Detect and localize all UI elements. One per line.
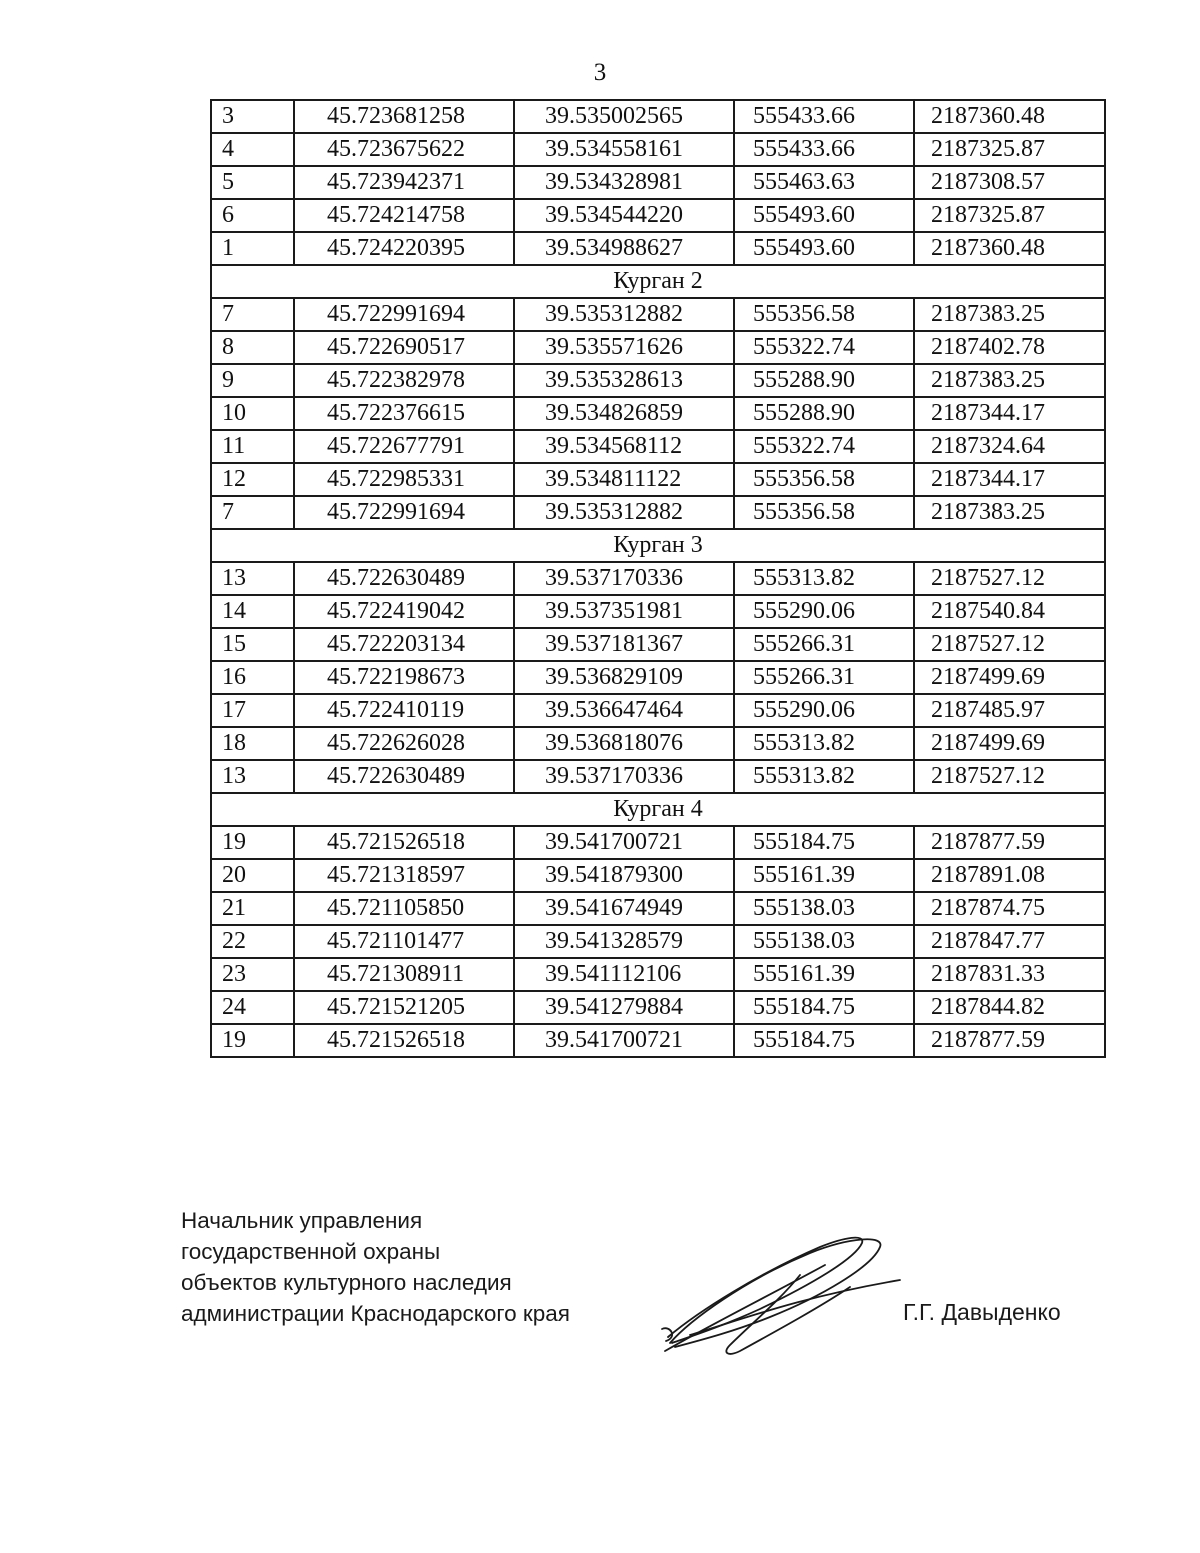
table-row (211, 595, 1105, 628)
longitude-cell: 39.541112106 (514, 958, 734, 991)
point-number-cell: 17 (211, 694, 294, 727)
y-coordinate-cell: 2187344.17 (914, 463, 1105, 496)
y-coordinate-cell: 2187402.78 (914, 331, 1105, 364)
table-row (211, 958, 1105, 991)
section-header-row (211, 265, 1105, 298)
x-coordinate-cell: 555161.39 (734, 958, 914, 991)
point-number-cell: 21 (211, 892, 294, 925)
y-coordinate-cell: 2187527.12 (914, 760, 1105, 793)
y-coordinate-cell: 2187344.17 (914, 397, 1105, 430)
latitude-cell: 45.722690517 (294, 331, 514, 364)
point-number-cell: 20 (211, 859, 294, 892)
y-coordinate-cell: 2187485.97 (914, 694, 1105, 727)
x-coordinate-cell: 555288.90 (734, 397, 914, 430)
latitude-cell: 45.722677791 (294, 430, 514, 463)
y-coordinate-cell: 2187383.25 (914, 364, 1105, 397)
table-row (211, 397, 1105, 430)
latitude-cell: 45.721101477 (294, 925, 514, 958)
longitude-cell: 39.536818076 (514, 727, 734, 760)
table-row (211, 100, 1105, 133)
y-coordinate-cell: 2187844.82 (914, 991, 1105, 1024)
table-row (211, 331, 1105, 364)
longitude-cell: 39.537181367 (514, 628, 734, 661)
table-row (211, 727, 1105, 760)
x-coordinate-cell: 555290.06 (734, 694, 914, 727)
point-number-cell: 5 (211, 166, 294, 199)
signer-position-line-4: администрации Краснодарского края (181, 1301, 570, 1326)
section-title: Курган 3 (211, 529, 1105, 562)
table-row (211, 232, 1105, 265)
longitude-cell: 39.535312882 (514, 496, 734, 529)
longitude-cell: 39.541328579 (514, 925, 734, 958)
table-row (211, 892, 1105, 925)
page-number: 3 (593, 59, 607, 86)
y-coordinate-cell: 2187324.64 (914, 430, 1105, 463)
section-header-row (211, 793, 1105, 826)
x-coordinate-cell: 555356.58 (734, 496, 914, 529)
longitude-cell: 39.534811122 (514, 463, 734, 496)
y-coordinate-cell: 2187383.25 (914, 298, 1105, 331)
longitude-cell: 39.537351981 (514, 595, 734, 628)
signer-position-line-1: Начальник управления (181, 1208, 423, 1233)
point-number-cell: 16 (211, 661, 294, 694)
point-number-cell: 24 (211, 991, 294, 1024)
x-coordinate-cell: 555266.31 (734, 661, 914, 694)
longitude-cell: 39.535328613 (514, 364, 734, 397)
signature-block (181, 1205, 570, 1329)
table-row (211, 166, 1105, 199)
point-number-cell: 9 (211, 364, 294, 397)
x-coordinate-cell: 555356.58 (734, 463, 914, 496)
point-number-cell: 15 (211, 628, 294, 661)
latitude-cell: 45.722985331 (294, 463, 514, 496)
longitude-cell: 39.536829109 (514, 661, 734, 694)
y-coordinate-cell: 2187831.33 (914, 958, 1105, 991)
latitude-cell: 45.724214758 (294, 199, 514, 232)
latitude-cell: 45.723942371 (294, 166, 514, 199)
table-row (211, 1024, 1105, 1057)
latitude-cell: 45.722630489 (294, 562, 514, 595)
longitude-cell: 39.541879300 (514, 859, 734, 892)
handwritten-signature-icon (650, 1225, 910, 1365)
x-coordinate-cell: 555288.90 (734, 364, 914, 397)
longitude-cell: 39.534826859 (514, 397, 734, 430)
y-coordinate-cell: 2187847.77 (914, 925, 1105, 958)
table-row (211, 661, 1105, 694)
x-coordinate-cell: 555356.58 (734, 298, 914, 331)
x-coordinate-cell: 555493.60 (734, 199, 914, 232)
point-number-cell: 19 (211, 826, 294, 859)
x-coordinate-cell: 555433.66 (734, 133, 914, 166)
y-coordinate-cell: 2187877.59 (914, 826, 1105, 859)
y-coordinate-cell: 2187877.59 (914, 1024, 1105, 1057)
x-coordinate-cell: 555433.66 (734, 100, 914, 133)
y-coordinate-cell: 2187499.69 (914, 661, 1105, 694)
y-coordinate-cell: 2187527.12 (914, 628, 1105, 661)
x-coordinate-cell: 555184.75 (734, 826, 914, 859)
y-coordinate-cell: 2187383.25 (914, 496, 1105, 529)
point-number-cell: 7 (211, 298, 294, 331)
section-header-row (211, 529, 1105, 562)
table-row (211, 298, 1105, 331)
signer-position-line-2: государственной охраны (181, 1239, 441, 1264)
table-row (211, 925, 1105, 958)
y-coordinate-cell: 2187308.57 (914, 166, 1105, 199)
x-coordinate-cell: 555161.39 (734, 859, 914, 892)
longitude-cell: 39.541674949 (514, 892, 734, 925)
x-coordinate-cell: 555138.03 (734, 892, 914, 925)
latitude-cell: 45.722382978 (294, 364, 514, 397)
point-number-cell: 23 (211, 958, 294, 991)
longitude-cell: 39.541700721 (514, 1024, 734, 1057)
table-row (211, 199, 1105, 232)
longitude-cell: 39.535312882 (514, 298, 734, 331)
y-coordinate-cell: 2187891.08 (914, 859, 1105, 892)
longitude-cell: 39.534568112 (514, 430, 734, 463)
longitude-cell: 39.535571626 (514, 331, 734, 364)
y-coordinate-cell: 2187360.48 (914, 100, 1105, 133)
y-coordinate-cell: 2187360.48 (914, 232, 1105, 265)
latitude-cell: 45.722410119 (294, 694, 514, 727)
longitude-cell: 39.534328981 (514, 166, 734, 199)
table-row (211, 496, 1105, 529)
point-number-cell: 18 (211, 727, 294, 760)
point-number-cell: 13 (211, 760, 294, 793)
latitude-cell: 45.722203134 (294, 628, 514, 661)
longitude-cell: 39.541279884 (514, 991, 734, 1024)
latitude-cell: 45.722626028 (294, 727, 514, 760)
y-coordinate-cell: 2187499.69 (914, 727, 1105, 760)
table-row (211, 760, 1105, 793)
table-row (211, 628, 1105, 661)
x-coordinate-cell: 555184.75 (734, 1024, 914, 1057)
latitude-cell: 45.723675622 (294, 133, 514, 166)
point-number-cell: 1 (211, 232, 294, 265)
x-coordinate-cell: 555138.03 (734, 925, 914, 958)
table-row (211, 133, 1105, 166)
point-number-cell: 8 (211, 331, 294, 364)
x-coordinate-cell: 555313.82 (734, 727, 914, 760)
point-number-cell: 11 (211, 430, 294, 463)
table-row (211, 463, 1105, 496)
x-coordinate-cell: 555266.31 (734, 628, 914, 661)
longitude-cell: 39.535002565 (514, 100, 734, 133)
signer-name: Г.Г. Давыденко (903, 1299, 1061, 1325)
x-coordinate-cell: 555313.82 (734, 562, 914, 595)
latitude-cell: 45.723681258 (294, 100, 514, 133)
x-coordinate-cell: 555313.82 (734, 760, 914, 793)
table-row (211, 430, 1105, 463)
table-row (211, 991, 1105, 1024)
latitude-cell: 45.722630489 (294, 760, 514, 793)
table-row (211, 694, 1105, 727)
point-number-cell: 12 (211, 463, 294, 496)
longitude-cell: 39.534988627 (514, 232, 734, 265)
y-coordinate-cell: 2187540.84 (914, 595, 1105, 628)
latitude-cell: 45.721308911 (294, 958, 514, 991)
y-coordinate-cell: 2187874.75 (914, 892, 1105, 925)
table-row (211, 859, 1105, 892)
y-coordinate-cell: 2187325.87 (914, 133, 1105, 166)
latitude-cell: 45.721521205 (294, 991, 514, 1024)
section-title: Курган 2 (211, 265, 1105, 298)
longitude-cell: 39.541700721 (514, 826, 734, 859)
x-coordinate-cell: 555184.75 (734, 991, 914, 1024)
point-number-cell: 6 (211, 199, 294, 232)
latitude-cell: 45.722991694 (294, 496, 514, 529)
point-number-cell: 10 (211, 397, 294, 430)
point-number-cell: 7 (211, 496, 294, 529)
point-number-cell: 13 (211, 562, 294, 595)
x-coordinate-cell: 555322.74 (734, 430, 914, 463)
table-row (211, 364, 1105, 397)
y-coordinate-cell: 2187527.12 (914, 562, 1105, 595)
point-number-cell: 22 (211, 925, 294, 958)
x-coordinate-cell: 555290.06 (734, 595, 914, 628)
point-number-cell: 19 (211, 1024, 294, 1057)
longitude-cell: 39.536647464 (514, 694, 734, 727)
latitude-cell: 45.722419042 (294, 595, 514, 628)
latitude-cell: 45.724220395 (294, 232, 514, 265)
latitude-cell: 45.722376615 (294, 397, 514, 430)
latitude-cell: 45.722991694 (294, 298, 514, 331)
table-row (211, 826, 1105, 859)
point-number-cell: 3 (211, 100, 294, 133)
x-coordinate-cell: 555463.63 (734, 166, 914, 199)
longitude-cell: 39.534558161 (514, 133, 734, 166)
y-coordinate-cell: 2187325.87 (914, 199, 1105, 232)
coordinates-table (210, 99, 1106, 1058)
coordinates-table-body (211, 100, 1105, 1057)
latitude-cell: 45.721105850 (294, 892, 514, 925)
longitude-cell: 39.537170336 (514, 562, 734, 595)
signer-position-line-3: объектов культурного наследия (181, 1270, 512, 1295)
latitude-cell: 45.721526518 (294, 1024, 514, 1057)
latitude-cell: 45.721526518 (294, 826, 514, 859)
point-number-cell: 4 (211, 133, 294, 166)
point-number-cell: 14 (211, 595, 294, 628)
latitude-cell: 45.722198673 (294, 661, 514, 694)
table-row (211, 562, 1105, 595)
latitude-cell: 45.721318597 (294, 859, 514, 892)
longitude-cell: 39.534544220 (514, 199, 734, 232)
x-coordinate-cell: 555322.74 (734, 331, 914, 364)
longitude-cell: 39.537170336 (514, 760, 734, 793)
x-coordinate-cell: 555493.60 (734, 232, 914, 265)
section-title: Курган 4 (211, 793, 1105, 826)
